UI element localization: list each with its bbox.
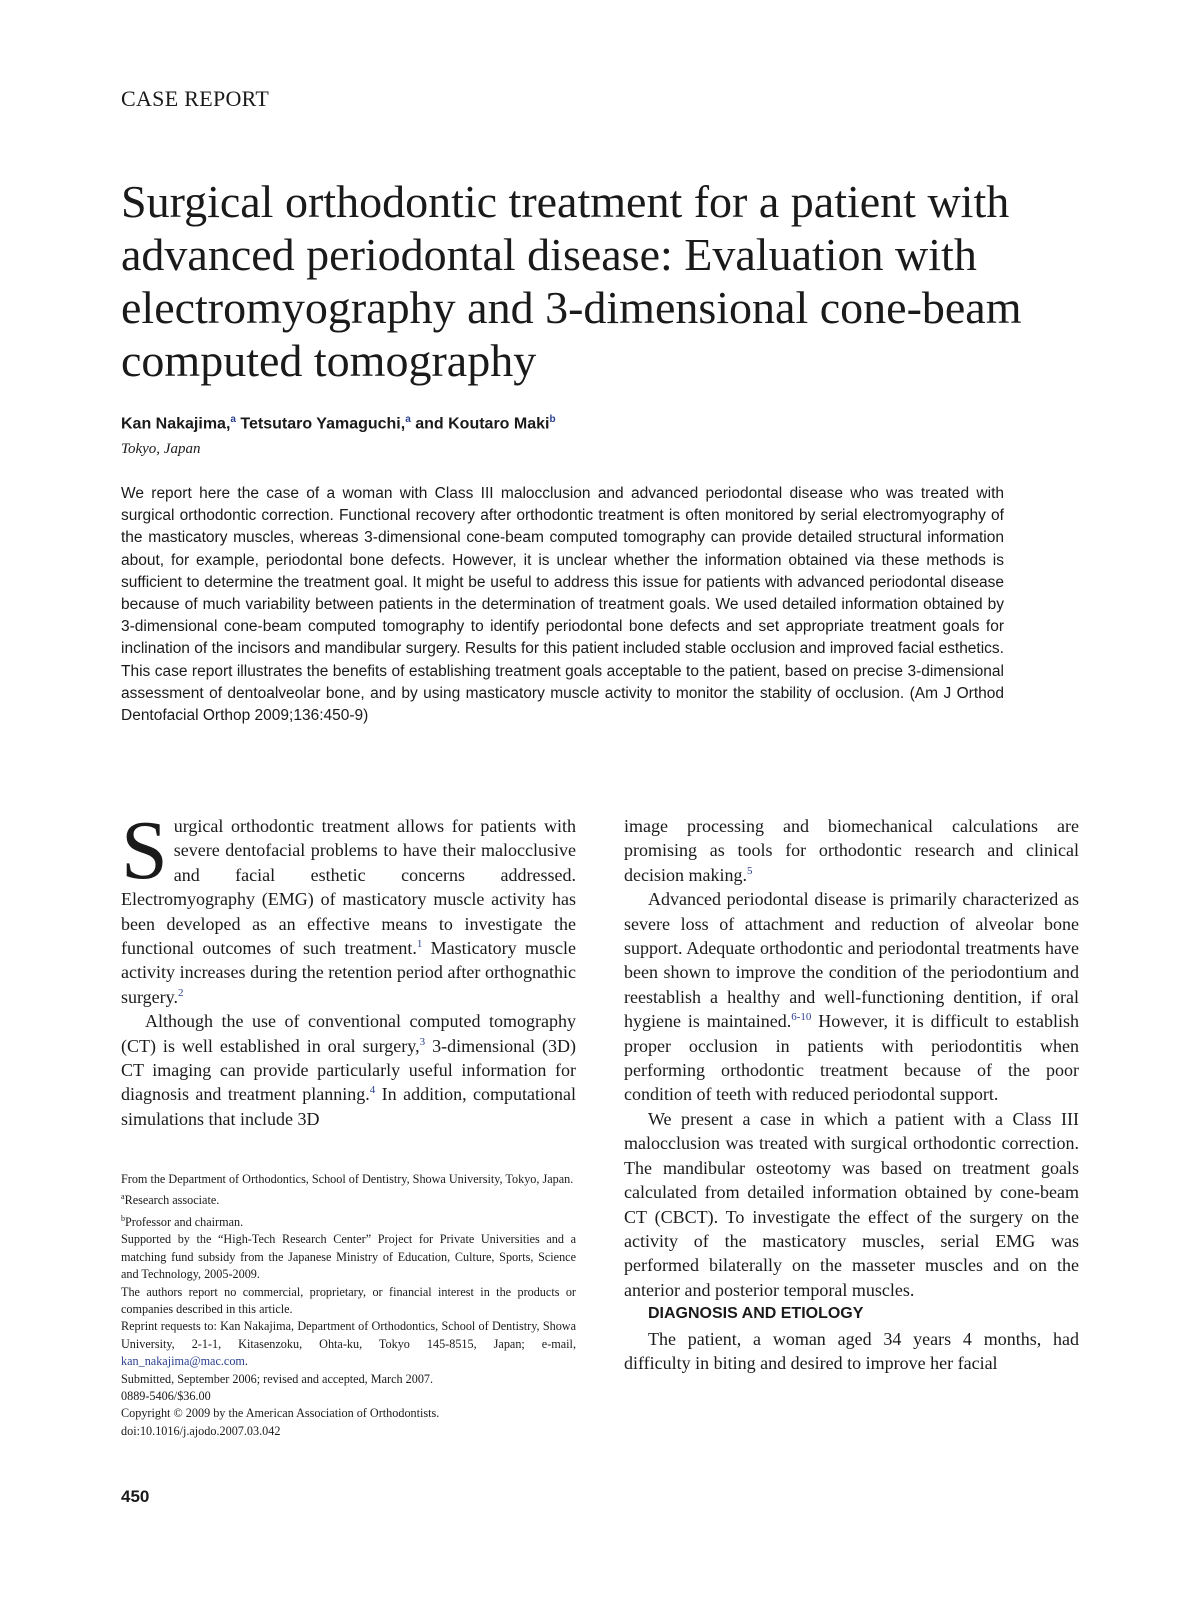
body-paragraph [121,1009,576,1131]
paragraph-text: Masticatory muscle activity increases during the retention period after orthognathic surgery. [121,938,576,1007]
footnote-b [121,1210,576,1231]
body-paragraph: We present a case in which a patient with a Class III malocclusion was treated with surgical orthodontic correction. The mandibular osteotomy was based on treatment goals calculated from detailed information obtained by cone-beam CT (CBCT). To investigate the effect of the surgery on the activity of the masticatory muscles, serial EMG was performed bilaterally on the masseter muscles and on the anterior and posterior temporal muscles. [624,1108,1079,1300]
reference-link[interactable]: 1 [416,938,423,951]
author-separator: and [410,415,449,433]
footnote-mark: a [121,1192,125,1202]
footnote-copyright: Copyright © 2009 by the American Association of Orthodontists. [121,1406,440,1421]
body-paragraph [624,814,1079,887]
paragraph-text: image processing and biomechanical calculations are promising as tools for orthodontic research and clinical decision making. [624,816,1079,885]
footnote-doi: doi:10.1016/j.ajodo.2007.03.042 [121,1423,281,1438]
footnote-text: Reprint requests to: Kan Nakajima, Department of Orthodontics, School of Dentistry, Showa University, 2-1-1, Kitasenzoku, Ohta-ku, Tokyo 145-8515, Japan; e-mail, [121,1319,576,1351]
footnote-issn: 0889-5406/$36.00 [121,1389,211,1403]
footnote-support: Supported by the “High-Tech Research Center” Project for Private Universities and a matching fund subsidy from the Japanese Ministry of Education, Culture, Sports, Science and Technology, 2005-2009. [121,1232,576,1282]
reference-link[interactable]: 4 [369,1084,376,1097]
paragraph-text: Although the use of conventional computed tomography (CT) is well established in oral surgery, [121,1011,576,1056]
affiliation-location: Tokyo, Japan [121,441,201,457]
article-title: Surgical orthodontic treatment for a patient with advanced periodontal disease: Evaluation with electromyography and 3-dimensional cone-beam computed tomography [121,176,1022,386]
author-name: Tetsutaro Yamaguchi, [240,415,406,433]
reference-link[interactable]: 3 [419,1035,426,1048]
body-paragraph [624,887,1079,1107]
footnote-mark: b [121,1213,125,1223]
footnotes [121,1171,576,1440]
reference-link[interactable]: 6-10 [791,1011,812,1024]
affiliation-mark: a [405,414,411,425]
body-paragraph [121,804,576,1009]
body-column-left [121,804,576,1131]
author-name: Kan Nakajima, [121,415,231,433]
body-column-right [624,814,1079,1375]
footnote-text: Research associate. [124,1193,220,1208]
abstract: We report here the case of a woman with Class III malocclusion and advanced periodontal disease who was treated with surgical orthodontic correction. Functional recovery after orthodontic treatment is often monitored by serial electromyography of the masticatory muscles, whereas 3-dimensional cone-beam computed tomography can provide detailed structural information about, for example, periodontal bone defects. However, it is unclear whether the information obtained via these methods is sufficient to determine the treatment goal. It might be useful to address this issue for patients with advanced periodontal disease because of much variability between patients in the determination of treatment goals. We used detailed information obtained by 3-dimensional cone-beam computed tomography to identify periodontal bone defects and set appropriate treatment goals for inclination of the incisors and mandibular surgery. Results for this patient included stable occlusion and improved facial esthetics. This case report illustrates the benefits of establishing treatment goals acceptable to the patient, based on precise 3-dimensional assessment of dentoalveolar bone, and by using masticatory muscle activity to monitor the stability of occlusion. (Am J Orthod Dentofacial Orthop 2009;136:450-9) [121,485,1004,725]
reference-link[interactable]: 2 [178,986,184,999]
section-label: CASE REPORT [121,86,270,111]
footnote-reprint [121,1318,576,1370]
affiliation-mark: b [549,414,556,425]
email-link[interactable]: kan_nakajima@mac.com [121,1354,245,1369]
paragraph-text: Advanced periodontal disease is primarily characterized as severe loss of attachment and reduction of alveolar bone support. Adequate orthodontic and periodontal treatments have been shown to improve the condition of the periodontium and reestablish a healthy and well-functioning dentition, if oral hygiene is maintained. [624,889,1079,1032]
affiliation-mark: a [230,414,236,425]
footnote-text: . [244,1354,248,1369]
drop-cap: S [121,804,168,897]
section-heading: DIAGNOSIS AND ETIOLOGY [648,1305,864,1323]
reference-link[interactable]: 5 [746,864,753,877]
footnote-conflict: The authors report no commercial, proprietary, or financial interest in the products or companies described in this article. [121,1284,576,1316]
footnote-department: From the Department of Orthodontics, School of Dentistry, Showa University, Tokyo, Japan. [121,1172,574,1186]
body-paragraph: The patient, a woman aged 34 years 4 months, had difficulty in biting and desired to improve her facial [624,1328,1079,1373]
paragraph-text: urgical orthodontic treatment allows for patients with severe dentofacial problems to have their malocclusive and facial esthetic concerns addressed. Electromyography (EMG) of masticatory muscle activity has been developed as an effective means to investigate the functional outcomes of such treatment. [121,816,576,959]
footnote-submitted: Submitted, September 2006; revised and accepted, March 2007. [121,1371,434,1386]
paragraph-text: However, it is difficult to establish proper occlusion in patients with periodontitis when performing orthodontic treatment because of the poor condition of teeth with reduced periodontal support. [624,1011,1079,1105]
author-name: Koutaro Maki [448,415,550,433]
paragraph-text: In addition, computational simulations that include 3D [121,1084,576,1129]
paragraph-text: 3-dimensional (3D) CT imaging can provide particularly useful information for diagnosis and treatment planning. [121,1035,576,1105]
page-number: 450 [121,1487,150,1506]
footnote-a [121,1188,576,1209]
footnote-text: Professor and chairman. [125,1214,244,1229]
author-list [121,414,556,433]
